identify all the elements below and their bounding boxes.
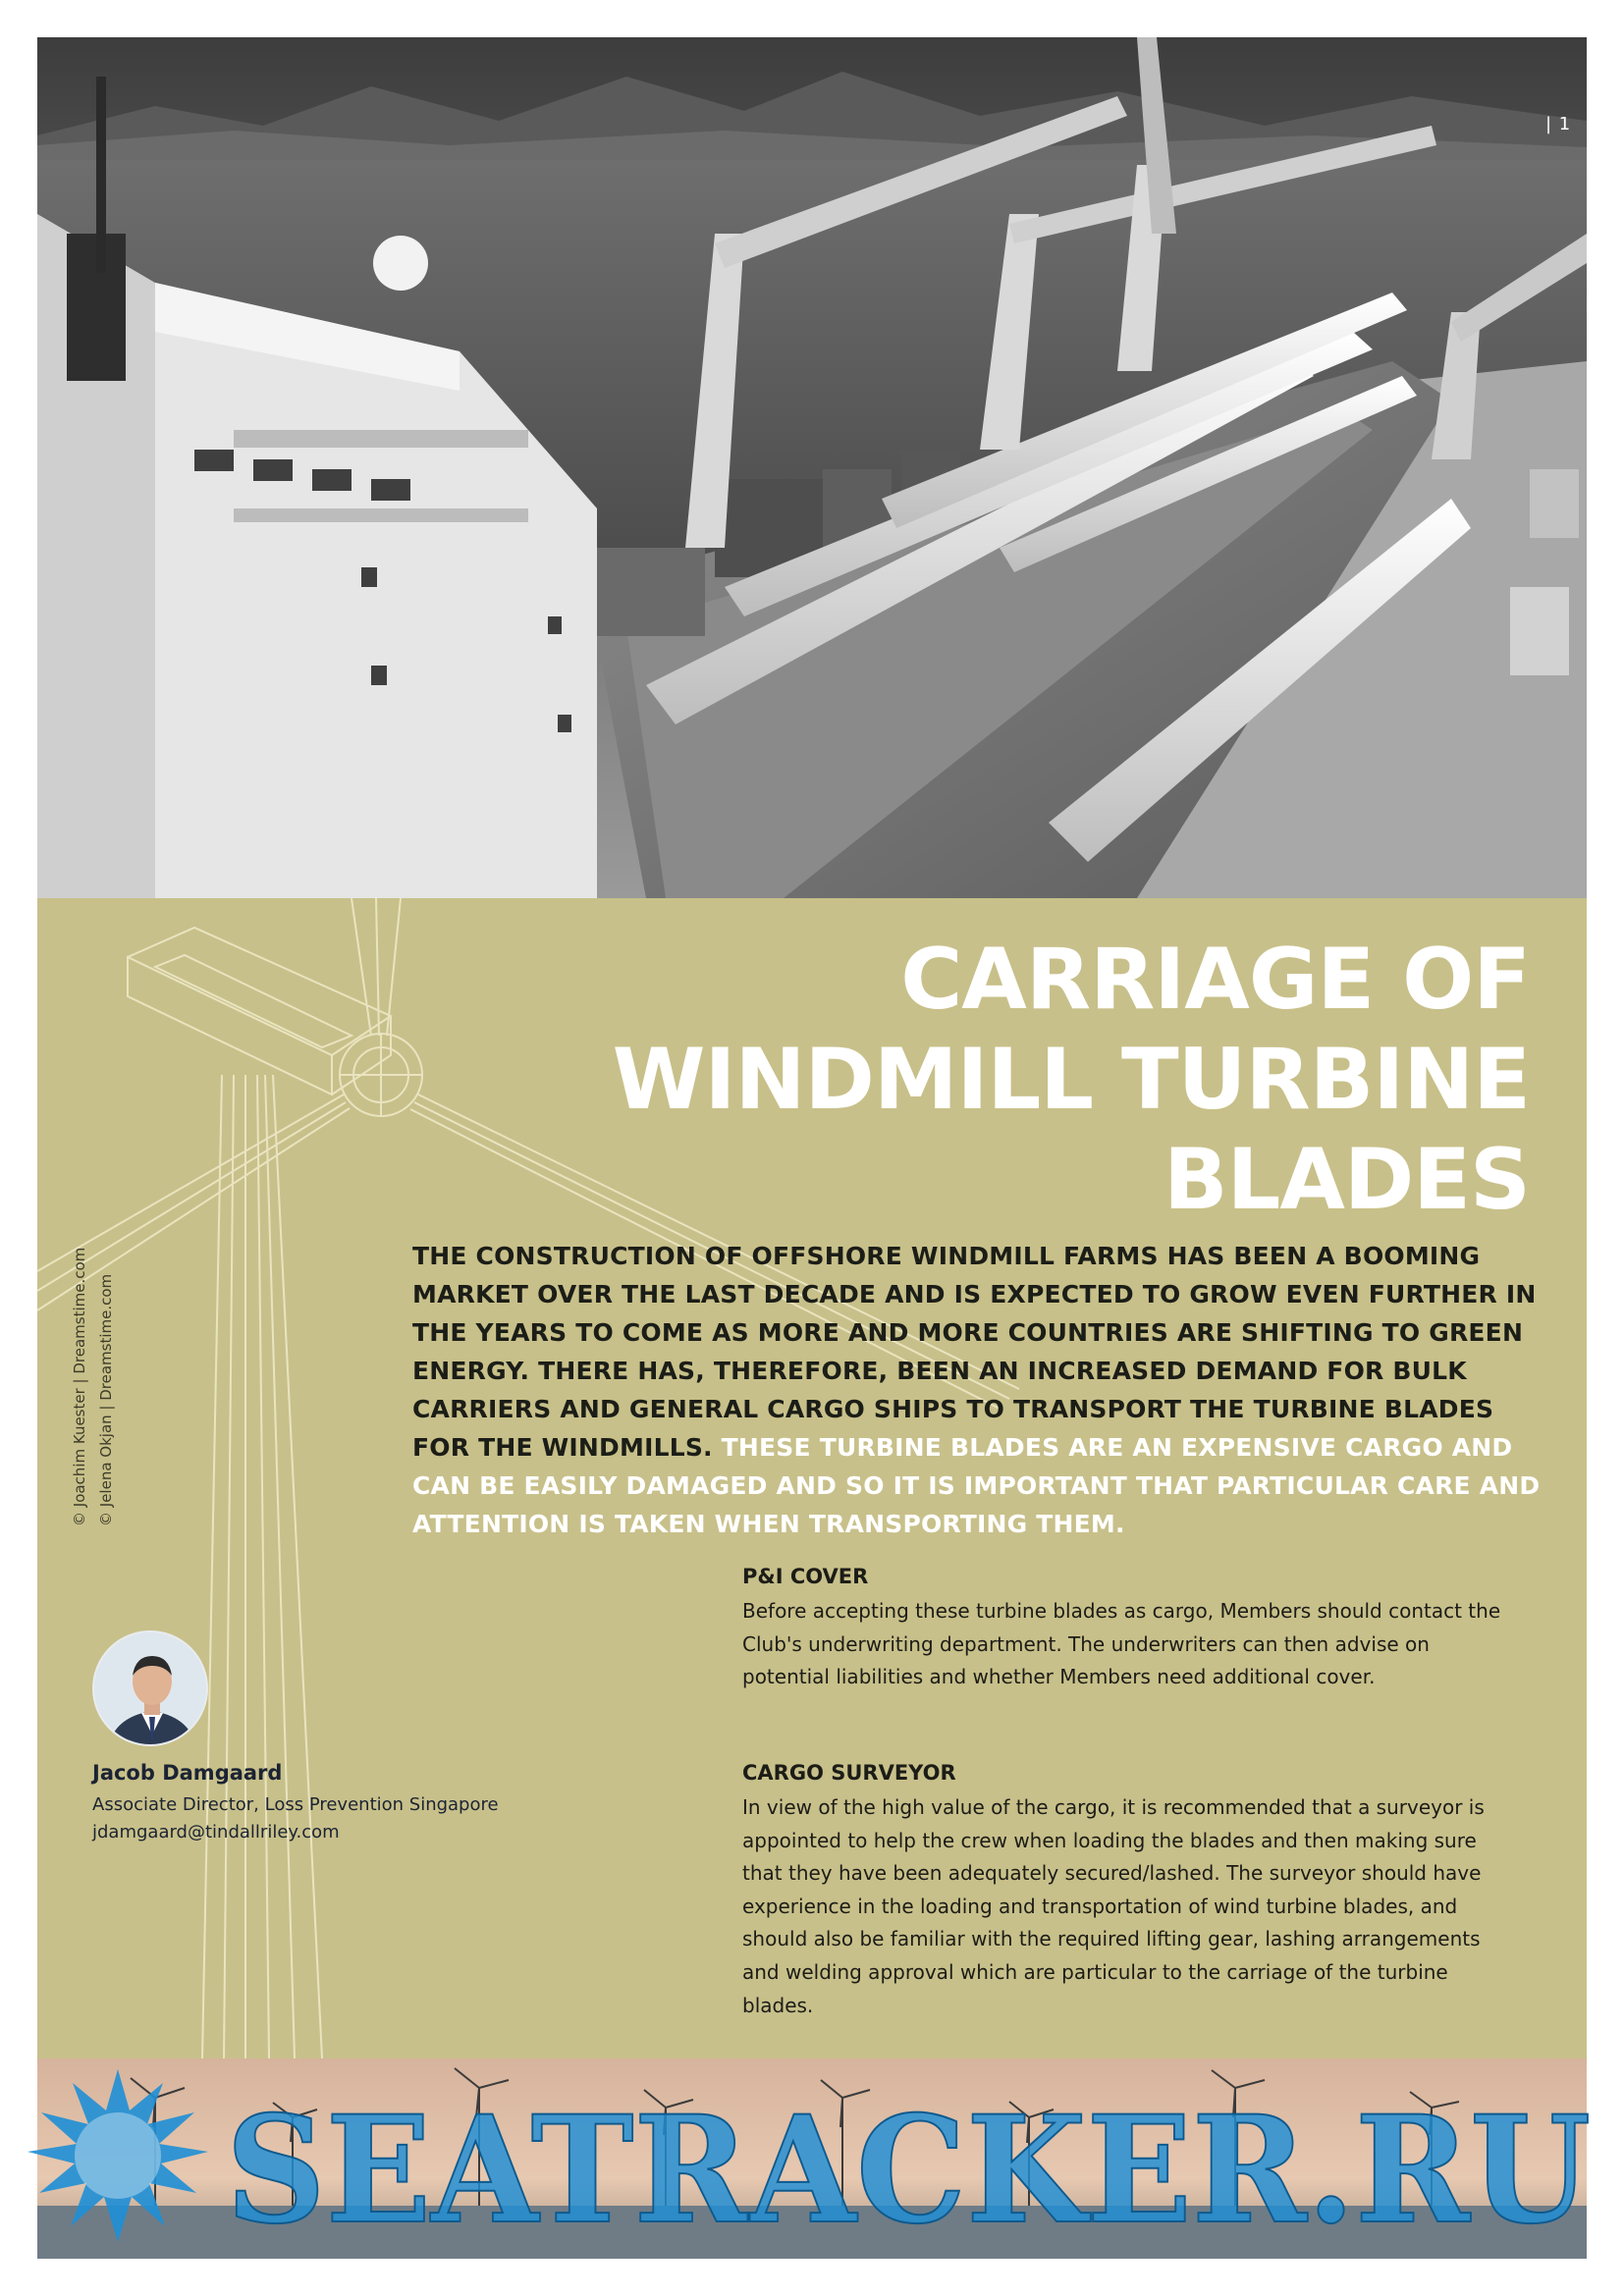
section-body: Before accepting these turbine blades as cargo, Members should contact the Club's underwriting department. The underwriters can then advise on potential liabilities and whether Members need additional cover. <box>742 1599 1501 1689</box>
lead-light-text: THESE TURBINE BLADES ARE AN EXPENSIVE CARGO AND CAN BE EASILY DAMAGED AND SO IT IS IMPORTANT THAT PARTICULAR CARE AND ATTENTION IS TAKEN WHEN TRANSPORTING THEM. <box>412 1433 1541 1538</box>
article-title <box>450 930 1530 1230</box>
section-body: In view of the high value of the cargo, it is recommended that a surveyor is appointed to help the crew when loading the blades and then making sure that they have been adequately secured/lashed. The surveyor should have experience in the loading and transportation of wind turbine blades, and should also be familiar with the required lifting gear, lashing arrangements and welding approval which are particular to the carriage of the turbine blades. <box>742 1795 1485 2017</box>
article-lead <box>412 1237 1551 1543</box>
ship-illustration <box>37 37 1587 898</box>
section-heading: P&I COVER <box>742 1565 869 1588</box>
page-number: | 1 <box>1545 114 1572 134</box>
photo-credits <box>67 1153 126 1526</box>
section-heading: CARGO SURVEYOR <box>742 1761 956 1785</box>
title-line-3: BLADES <box>1164 1131 1530 1229</box>
author-avatar <box>92 1630 208 1746</box>
watermark-sun-icon <box>27 2069 208 2242</box>
lead-dark-text: THE CONSTRUCTION OF OFFSHORE WINDMILL FARMS HAS BEEN A BOOMING MARKET OVER THE LAST DECADE AND IS EXPECTED TO GROW EVEN FURTHER IN THE YEARS TO COME AS MORE AND MORE COUNTRIES ARE SHIFTING TO GREEN ENERGY. THERE HAS, THEREFORE, BEEN AN INCREASED DEMAND FOR BULK CARRIERS AND GENERAL CARGO SHIPS TO TRANSPORT THE TURBINE BLADES FOR THE WINDMILLS. <box>412 1242 1537 1462</box>
author-portrait <box>94 1632 208 1746</box>
photo-credit-2: © Jelena Okjan | Dreamstime.com <box>97 1273 115 1526</box>
photo-credit-1: © Joachim Kuester | Dreamstime.com <box>71 1247 88 1526</box>
article-panel <box>37 898 1587 2058</box>
author-name: Jacob Damgaard <box>92 1761 283 1785</box>
title-line-2: WINDMILL TURBINE <box>612 1031 1530 1129</box>
author-email[interactable]: jdamgaard@tindallriley.com <box>92 1822 340 1842</box>
watermark-text: SEATRACKER.RU <box>226 2084 1591 2257</box>
watermark-overlay <box>0 2050 1624 2275</box>
section-cargo-surveyor <box>742 1758 1518 2022</box>
section-pi-cover <box>742 1562 1518 1694</box>
author-role: Associate Director, Loss Prevention Singapore <box>92 1794 499 1815</box>
title-line-1: CARRIAGE OF <box>900 931 1530 1029</box>
ship-loading-photo <box>37 37 1587 898</box>
